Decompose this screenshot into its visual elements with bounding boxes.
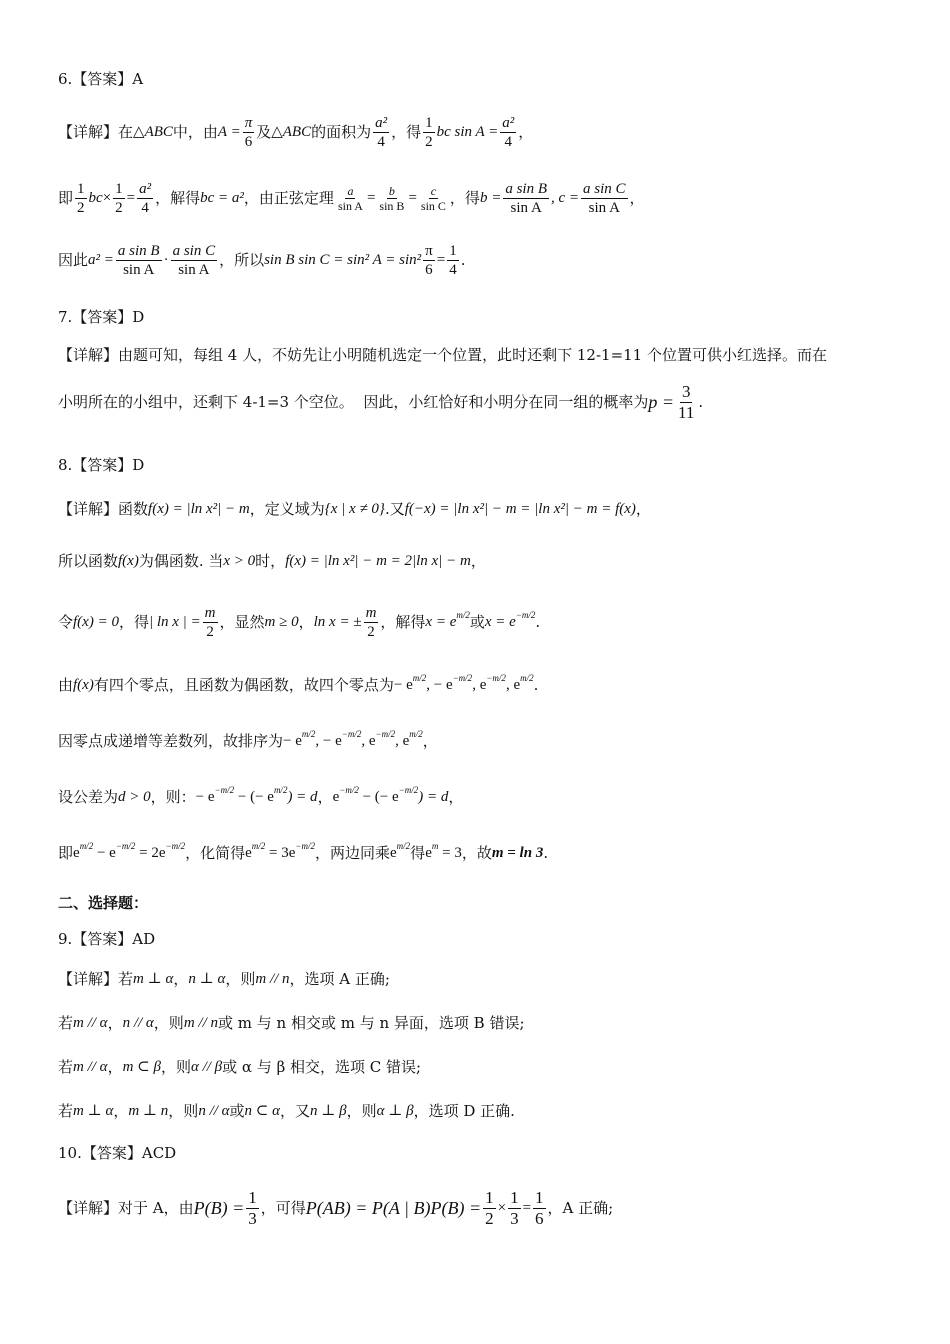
q6-answer-title (58, 68, 910, 90)
text-segment: f(x) = |ln x²| − m (148, 501, 250, 517)
text-segment: d > 0 (118, 789, 151, 805)
text-segment: ， (448, 788, 464, 806)
fraction-1-3 (246, 1188, 259, 1229)
fraction-1-4 (447, 242, 459, 279)
text-segment: 为偶函数. 当 (138, 552, 224, 570)
text-segment: ，解得 (155, 189, 201, 207)
text-segment: 3 (681, 381, 691, 401)
text-segment: a² (375, 114, 388, 131)
text-segment: 若 (58, 1014, 74, 1032)
text-segment: f(x) (73, 677, 94, 693)
text-segment: ，选项 A 正确; (289, 970, 390, 988)
text-segment: ，得 (449, 189, 480, 207)
text-segment: n ⊥ α (188, 971, 226, 987)
q8-detail-line-6: 设公差为 d > 0 ，则： − e $^{-m/2}$ − (− e $^{m/2}$ ) = d ， e $^{-m/2}$ − (− e $^{-m/2}$ ) = d ， (58, 785, 464, 806)
text-segment: P(B) = (193, 1198, 245, 1218)
text-segment: . (460, 251, 466, 269)
fraction-m-2 (203, 604, 218, 641)
text-segment: x > 0 (223, 553, 256, 569)
text-segment: △ABC (271, 124, 312, 140)
text-segment: n ⊥ β (310, 1103, 347, 1119)
text-segment: , e (472, 677, 487, 693)
text-segment: , e (395, 733, 410, 749)
q8-detail-line-5: 因零点成递增等差数列，故排序为 − e $^{m/2}$ , − e $^{-m/2}$ , e $^{-m/2}$ , e $^{m/2}$ ， (58, 729, 438, 750)
q7-answer-title (58, 306, 910, 328)
text-segment: 1 (425, 114, 433, 131)
text-segment: b = (479, 190, 502, 206)
text-segment: ，所以 (219, 251, 265, 269)
fraction-1-2b (113, 180, 125, 217)
fraction-pi-6 (423, 242, 435, 279)
text-segment: m (204, 604, 216, 621)
text-segment: ，显然 (219, 613, 265, 631)
fraction-b-sinB (377, 184, 406, 213)
text-segment: . (698, 393, 704, 411)
text-segment: 小明所在的小组中，还剩下 4-1=3 个空位。 因此，小红恰好和小明分在同一组的概率为 (58, 393, 649, 411)
text-segment: π (244, 114, 253, 131)
q6-detail-line-3 (58, 240, 910, 280)
text-segment: ，则 (153, 1014, 184, 1032)
text-segment: a sin B (505, 180, 547, 197)
text-segment: e (73, 845, 80, 861)
text-segment: 4 (141, 199, 149, 216)
text-segment: sin B sin C = sin² A = sin² (264, 252, 422, 268)
text-segment: x = e (484, 614, 516, 630)
text-segment: ，由正弦定理 (243, 189, 334, 207)
text-segment: ，故 (461, 844, 492, 862)
fraction-1-6 (533, 1188, 546, 1229)
text-segment: .又 (384, 500, 405, 518)
text-segment: △ABC (133, 124, 173, 140)
text-segment: 9.【答案】AD (58, 930, 156, 948)
fraction-a-sinA (336, 184, 365, 213)
detail-tag: 【详解】 (58, 123, 119, 141)
text-segment: · (163, 252, 169, 268)
q8-detail-line-1 (58, 498, 910, 520)
q6-detail-line-1 (58, 112, 910, 152)
fraction-3-11 (676, 382, 696, 423)
text-segment: , − e (426, 677, 453, 693)
text-segment: ， (635, 500, 651, 518)
text-segment: 4 (377, 133, 385, 150)
text-segment: − (− e (234, 789, 274, 805)
fraction-1-2 (423, 114, 435, 151)
q9-detail-line-1 (58, 968, 910, 990)
q7-detail-line-2 (58, 380, 910, 424)
q8-detail-line-7: 即 e $^{m/2}$ − e $^{-m/2}$ = 2e $^{-m/2}$ ，化简得 e $^{m/2}$ = 3e $^{-m/2}$ ，两边同乘 e $^{m/2}$ 得 e $^m$ = 3 ，故 m = ln 3 . (58, 841, 549, 862)
text-segment: ， (422, 732, 438, 750)
text-segment: bc = a² (200, 190, 244, 206)
text-segment: 2 (77, 199, 85, 216)
text-segment: sin A (178, 261, 210, 278)
fraction-a2-4b (500, 114, 516, 151)
text-segment: 1 (449, 242, 457, 259)
text-segment: sin A (588, 199, 620, 216)
text-segment: sin A (510, 199, 542, 216)
text-segment: = (522, 1200, 532, 1216)
text-segment: 6 (425, 261, 433, 278)
text-segment: , e (505, 677, 521, 693)
text-segment: − e (195, 789, 215, 805)
text-segment: 2 (367, 623, 375, 640)
text-segment: m ⊥ α (133, 971, 174, 987)
text-segment: 或 α 与 β 相交，选项 C 错误; (222, 1058, 422, 1076)
q9-detail-line-2 (58, 1012, 910, 1034)
text-segment: 或 (469, 613, 485, 631)
q9-answer-title (58, 928, 910, 950)
text-segment: 中，由 (172, 123, 218, 141)
fraction-asinB-sinA (116, 242, 162, 279)
text-segment: α // β (190, 1059, 223, 1075)
text-segment: 即 (58, 189, 74, 207)
q9-detail-line-3 (58, 1056, 910, 1078)
text-segment: e (390, 845, 397, 861)
text-segment: m // n (183, 1015, 218, 1031)
text-segment: 的面积为 (311, 123, 372, 141)
text-segment: P(AB) = P(A | B)P(B) = (305, 1198, 482, 1218)
text-segment: 2 (485, 1208, 494, 1228)
text-segment: 时， (255, 552, 286, 570)
text-segment: 1 (115, 180, 123, 197)
text-segment: × (497, 1200, 507, 1216)
text-segment: ， (629, 189, 645, 207)
text-segment: ， (317, 788, 333, 806)
text-segment: 2 (206, 623, 214, 640)
text-segment: 3 (248, 1208, 257, 1228)
q6-detail-line-2 (58, 178, 910, 218)
text-segment: 3 (510, 1208, 519, 1228)
text-segment: × (102, 190, 112, 206)
fraction-a2-4 (137, 180, 153, 217)
text-segment: f(x) (118, 553, 139, 569)
text-segment: − e (283, 733, 302, 749)
text-segment: a sin C (583, 180, 626, 197)
fraction-1-2 (483, 1188, 496, 1229)
text-segment: = (408, 190, 417, 206)
text-segment: p = (648, 392, 674, 412)
text-segment: ，则： (150, 788, 196, 806)
text-segment: c (430, 183, 437, 198)
text-segment: 若 (118, 970, 134, 988)
text-segment: 得 (410, 844, 426, 862)
text-segment: ， (107, 1058, 123, 1076)
text-segment: A = (217, 124, 241, 140)
text-segment: , − e (315, 733, 342, 749)
text-segment: e (245, 845, 252, 861)
text-segment: π (425, 242, 433, 259)
text-segment: bc sin A = (436, 124, 499, 140)
fraction-asinC-sinA (581, 180, 628, 217)
text-segment: a² = (88, 252, 114, 268)
fraction-asinC-sinA (171, 242, 218, 279)
text-segment: ) = d (287, 789, 318, 805)
text-segment: sin C (420, 198, 446, 213)
text-segment: α ⊥ β (376, 1103, 414, 1119)
section-heading: 二、选择题： (58, 894, 149, 912)
text-segment: 因此 (58, 251, 89, 269)
q8-detail-line-2 (58, 550, 910, 572)
text-segment: a (347, 183, 354, 198)
text-segment: − e (93, 845, 116, 861)
text-segment: 若 (58, 1058, 74, 1076)
text-segment: 或 m 与 n 相交或 m 与 n 异面，选项 B 错误; (217, 1014, 525, 1032)
text-segment: m ⊥ α (73, 1103, 114, 1119)
text-segment: 1 (485, 1187, 494, 1207)
text-segment: 2 (425, 133, 433, 150)
text-segment: = 2e (135, 845, 166, 861)
text-segment: ，则 (168, 1102, 199, 1120)
text-segment: 8.【答案】D (58, 456, 145, 474)
text-segment: 4 (504, 133, 513, 150)
text-segment: . (535, 613, 541, 631)
fraction-m-2b (364, 604, 379, 641)
text-segment: ，解得 (380, 613, 426, 631)
text-segment: 及 (256, 123, 272, 141)
text-segment: ，又 (280, 1102, 311, 1120)
text-segment: , c = (550, 190, 580, 206)
fraction-c-sinC (419, 184, 448, 213)
text-segment: 1 (510, 1187, 519, 1207)
text-segment: sin B (379, 198, 405, 213)
text-segment: m // n (255, 971, 290, 987)
q8-detail-line-4: 由 f(x) 有四个零点，且函数为偶函数，故四个零点为 − e $^{m/2}$ , − e $^{-m/2}$ , e $^{-m/2}$ , e $^{m/2}$ . (58, 673, 539, 694)
text-segment: 1 (77, 180, 85, 197)
fraction-1-3b (508, 1188, 521, 1229)
text-segment: , e (361, 733, 376, 749)
text-segment: 即 (58, 844, 74, 862)
text-segment: 因零点成递增等差数列，故排序为 (58, 732, 284, 750)
fraction-a2-4 (373, 114, 389, 151)
q10-detail-line-1 (58, 1186, 910, 1230)
text-segment: ， (113, 1102, 129, 1120)
text-segment: ， (107, 1014, 123, 1032)
text-segment: ，化简得 (185, 844, 246, 862)
text-segment: m // α (73, 1015, 108, 1031)
detail-tag: 【详解】 (58, 970, 119, 988)
fraction-pi-6 (243, 114, 255, 151)
text-segment: | ln x | = (148, 614, 201, 630)
fraction-asinB-sinA (503, 180, 549, 217)
text-segment: 所以函数 (58, 552, 119, 570)
text-segment: {x | x ≠ 0} (324, 501, 385, 517)
text-segment: ，得 (391, 123, 422, 141)
text-segment: n ⊂ α (244, 1103, 280, 1119)
text-segment: 设公差为 (58, 788, 119, 806)
text-segment: n // α (122, 1015, 154, 1031)
text-segment: 1 (535, 1187, 544, 1207)
text-segment: a² (502, 114, 515, 131)
text-segment: a sin B (117, 242, 160, 259)
q8-detail-line-3: 令 f(x) = 0 ，得 | ln x | = $\frac{m}{2}$ ，显然 m ≥ 0 ， ln x = ± $\frac{m}{2}$ ，解得 x = e $^{m/2}$ 或 x = e $^{-m/2}$ . (58, 604, 541, 640)
text-segment: = 3e (265, 845, 296, 861)
text-segment: m ⊂ β (122, 1059, 161, 1075)
text-segment: f(x) = |ln x²| − m = 2|ln x| − m (285, 553, 471, 569)
text-segment: m ≥ 0 (264, 614, 299, 630)
text-segment: 对于 A，由 (118, 1199, 194, 1217)
detail-tag: 【详解】 (58, 1199, 119, 1217)
text-segment: a sin C (172, 242, 216, 259)
text-segment: . (533, 676, 539, 694)
text-segment: ，定义域为 (249, 500, 325, 518)
text-segment: n // α (198, 1103, 230, 1119)
q9-detail-line-4 (58, 1100, 910, 1122)
text-segment: 6.【答案】A (58, 70, 144, 88)
text-segment: 6 (535, 1208, 544, 1228)
q7-detail-line-1 (58, 344, 910, 366)
text-segment: ，可得 (260, 1199, 306, 1217)
text-segment: . (543, 844, 549, 862)
text-segment: 11 (678, 402, 695, 422)
q10-answer-title (58, 1142, 910, 1164)
text-segment: 或 (229, 1102, 245, 1120)
text-segment: bc (88, 190, 103, 206)
text-segment: m // α (73, 1059, 108, 1075)
text-segment: ，两边同乘 (314, 844, 390, 862)
text-segment: 函数 (118, 500, 149, 518)
text-segment: ， (518, 123, 534, 141)
text-segment: ，则 (346, 1102, 377, 1120)
text-segment: − (− e (358, 789, 399, 805)
text-segment: − e (393, 677, 413, 693)
text-segment: sin A (337, 198, 363, 213)
text-segment: = (436, 252, 446, 268)
text-segment: b (388, 183, 395, 198)
text-segment: m ⊥ n (128, 1103, 169, 1119)
text-segment: ln x = ± (313, 614, 362, 630)
text-segment: 有四个零点，且函数为偶函数，故四个零点为 (93, 676, 394, 694)
text-segment: a² (139, 180, 152, 197)
text-segment: ，得 (118, 613, 149, 631)
text-segment: 10.【答案】ACD (58, 1144, 177, 1162)
text-segment: 4 (449, 261, 457, 278)
detail-tag: 【详解】 (58, 346, 119, 364)
text-segment: 若 (58, 1102, 74, 1120)
text-segment: f(−x) = |ln x²| − m = |ln x²| − m = f(x) (404, 501, 636, 517)
text-segment: ， (298, 613, 314, 631)
text-segment: ，A 正确; (547, 1199, 614, 1217)
text-segment: 由 (58, 676, 74, 694)
fraction-1-2 (75, 180, 87, 217)
text-segment: = (126, 190, 136, 206)
text-segment: 令 (58, 613, 74, 631)
text-segment: ) = d (418, 789, 449, 805)
text-segment: ，则 (160, 1058, 191, 1076)
text-segment: x = e (425, 614, 457, 630)
text-segment: 在 (118, 123, 134, 141)
text-segment: 7.【答案】D (58, 308, 145, 326)
text-segment: 6 (244, 133, 253, 150)
text-segment: ， (173, 970, 189, 988)
text-segment: = 3 (438, 845, 462, 861)
text-segment: e (425, 845, 432, 861)
text-segment: ，则 (225, 970, 256, 988)
text-segment: ，选项 D 正确. (413, 1102, 515, 1120)
text-segment: 2 (115, 199, 123, 216)
text-segment: = (366, 190, 376, 206)
text-segment: ， (470, 552, 486, 570)
text-segment: f(x) = 0 (73, 614, 119, 630)
detail-tag: 【详解】 (58, 500, 119, 518)
text-segment: m (365, 604, 377, 621)
text-segment: sin A (123, 261, 155, 278)
text-segment: 由题可知，每组 4 人，不妨先让小明随机选定一个位置，此时还剩下 12-1=11 个位置可供小红选择。而在 (118, 346, 827, 364)
text-segment: e (332, 789, 340, 805)
text-segment: 1 (248, 1187, 257, 1207)
q8-answer-title (58, 454, 910, 476)
final-answer: m = ln 3 (491, 845, 544, 861)
